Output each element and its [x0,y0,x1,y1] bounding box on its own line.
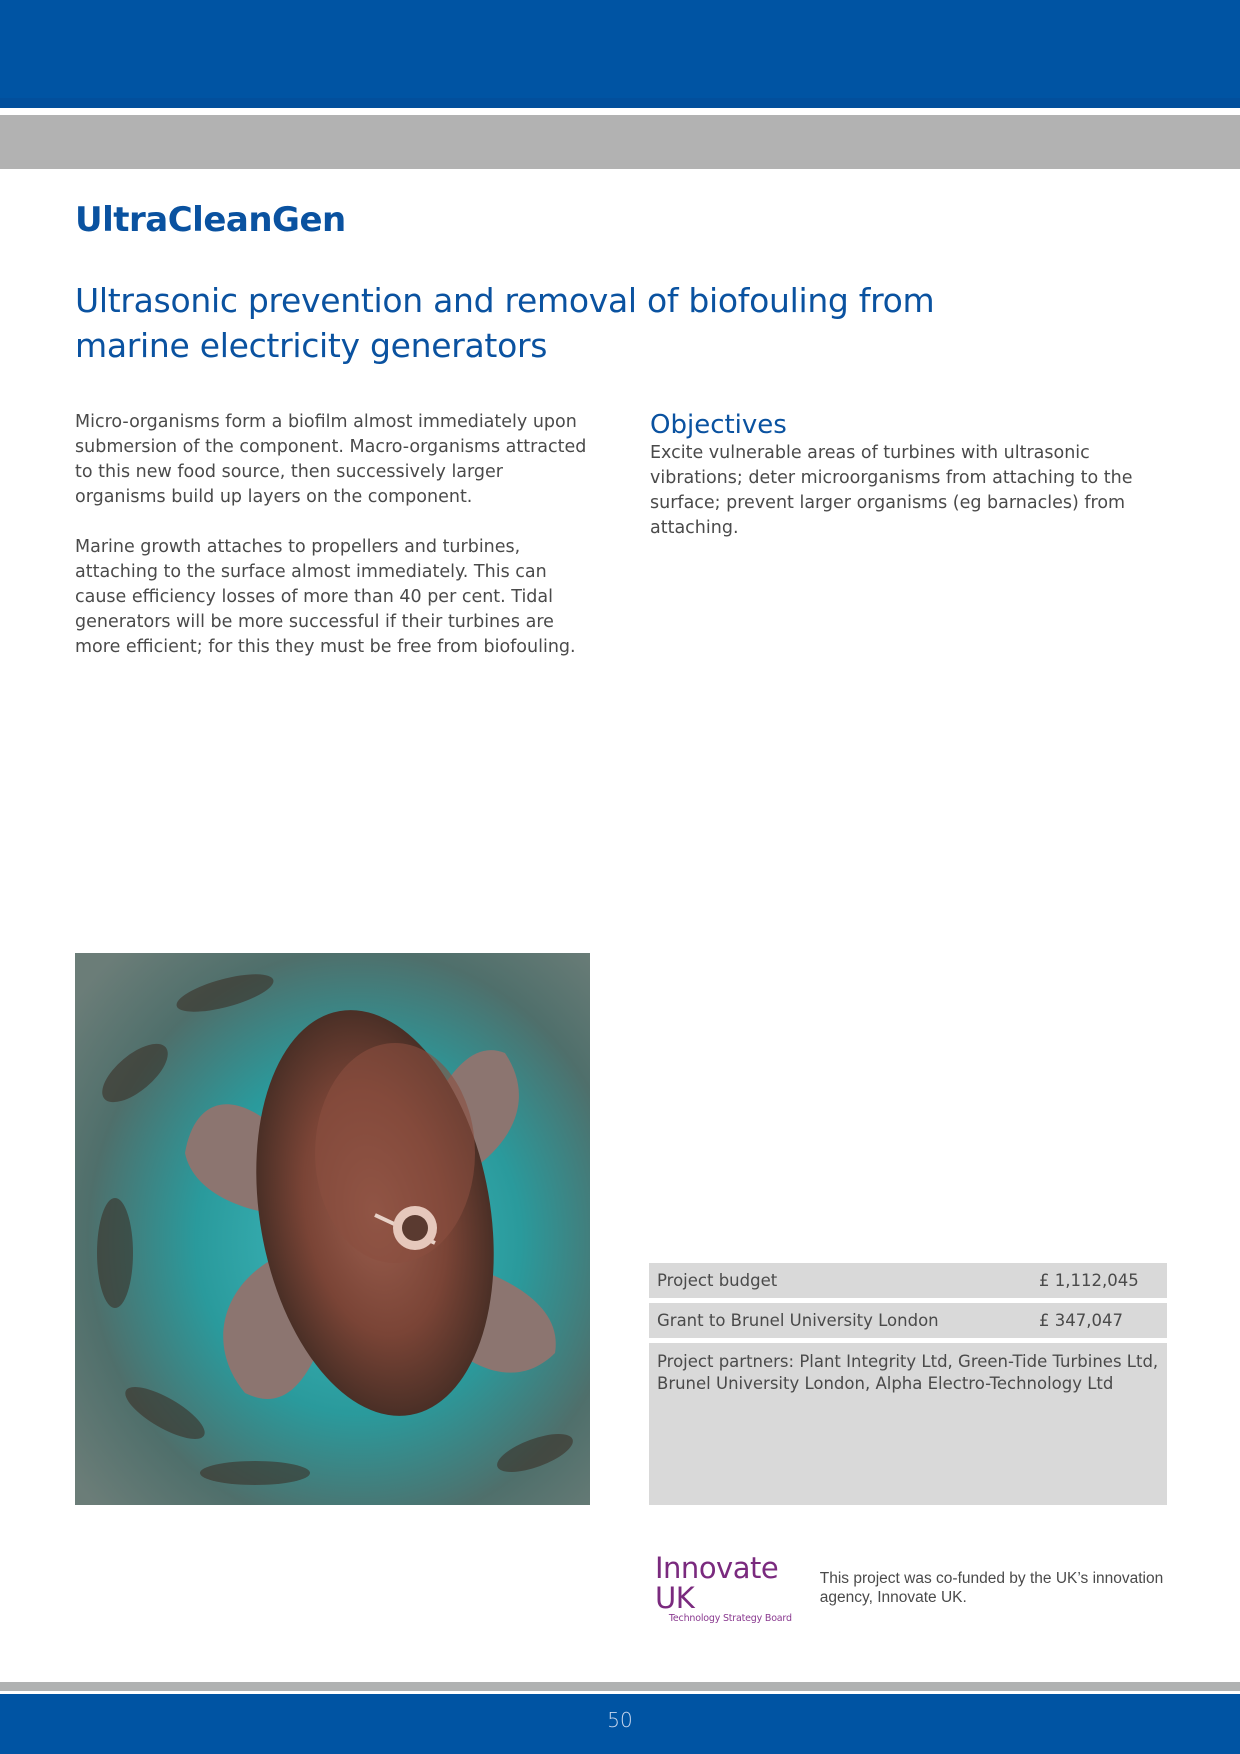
project-title: UltraCleanGen [75,200,346,240]
header-blue-band [0,0,1240,108]
logo-wordmark: Innovate UK [655,1550,779,1615]
objectives-text: Excite vulnerable areas of turbines with ultrasonic vibrations; deter microorganisms from attaching to the surface; prevent larger organisms (eg barnacles) from attaching. [650,443,1133,538]
project-subtitle: Ultrasonic prevention and removal of biofouling from marine electricity generators [75,281,935,365]
intro-paragraph: Micro-organisms form a biofilm almost immediately upon submersion of the component. Macro-organisms attracted to this new food source, then successively larger organisms build up layers on the component. [75,412,587,507]
innovate-uk-logo [655,1550,806,1624]
intro-paragraph: Marine growth attaches to propellers and turbines, attaching to the surface almost immediately. This can cause efficiency losses of more than 40 per cent. Tidal generators will be more successful if their turbines are more efficient; for this they must be free from biofouling. [75,537,576,657]
grant-value: £ 347,047 [1039,1311,1123,1330]
footer-grey-band [0,1682,1240,1691]
intro-text-column [75,410,595,685]
biofouled-propeller-photo [75,953,590,1505]
partners-text: Project partners: Plant Integrity Ltd, Green-Tide Turbines Ltd, Brunel University London, Alpha Electro-Technology Ltd [657,1352,1159,1393]
grant-row [649,1303,1167,1338]
budget-label: Project budget [657,1271,778,1290]
page-number: 50 [607,1708,633,1732]
funding-statement: This project was co-funded by the UK’s innovation agency, Innovate UK. [819,1570,1164,1606]
logo-tagline: Technology Strategy Board [668,1612,792,1624]
budget-value: £ 1,112,045 [1039,1271,1139,1290]
funder-block [655,1550,1175,1624]
objectives-section [650,409,1140,541]
budget-row [649,1263,1167,1298]
objectives-heading: Objectives [650,410,787,440]
grant-label: Grant to Brunel University London [657,1311,939,1330]
project-info-table [649,1263,1167,1505]
header-grey-band [0,115,1240,169]
partners-row [649,1343,1167,1505]
